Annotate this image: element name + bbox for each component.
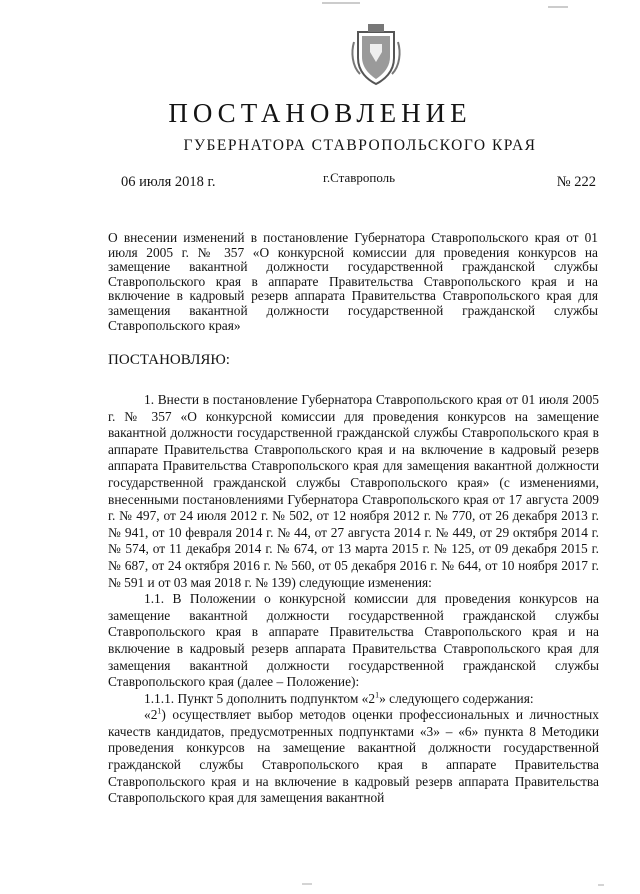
paragraph-quote-start: «2: [144, 707, 158, 723]
document-number: № 222: [556, 174, 596, 190]
paragraph-quote: [108, 707, 599, 807]
paragraph-quote-end: ) осуществляет выбор методов оценки профессиональных и личностных качеств кандидатов, предусмотренных подпунктами «3» – «6» пункта 8 Методики проведения конкурсов на замещение вакантной должности государственной гражданской службы Ставропольского края в аппарате Правительства Ставропольского края и на включение в кадровый резерв аппарата Правительства Ставропольского края для замещения вакантной: [108, 707, 599, 806]
document-body: [108, 392, 599, 807]
document-city: г.Ставрополь: [323, 170, 396, 185]
paragraph-1-1-1: [108, 691, 599, 708]
document-title: ПОСТАНОВЛЕНИЕ: [168, 98, 472, 128]
document-date: 06 июля 2018 г.: [121, 174, 216, 190]
paragraph-1-1: 1.1. В Положении о конкурсной комиссии для проведения конкурсов на замещение вакантной должности государственной гражданской службы Ставропольского края в аппарате Правительства Ставропольского края и на включение в кадровый резерв аппарата Правительства Ставропольского края для замещения вакантной должности государственной гражданской службы Ставропольского края (далее – Положение):: [108, 591, 599, 690]
superscript: 1: [375, 690, 380, 700]
document-subtitle: ГУБЕРНАТОРА СТАВРОПОЛЬСКОГО КРАЯ: [183, 137, 537, 154]
resolve-heading: ПОСТАНОВЛЯЮ:: [108, 352, 230, 368]
paragraph-1: 1. Внести в постановление Губернатора Ставропольского края от 01 июля 2005 г. № 357 «О конкурсной комиссии для проведения конкурсов на замещение вакантной должности государственной гражданской службы Ставропольского края в аппарате Правительства Ставропольского края и на включение в кадровый резерв аппарата Правительства Ставропольского края для замещения вакантной должности государственной гражданской службы Ставропольского края» (с изменениями, внесенными постановлениями Губернатора Ставропольского края от 17 августа 2009 г. № 497, от 24 июля 2012 г. № 502, от 12 ноября 2012 г. № 770, от 26 декабря 2013 г. № 941, от 10 февраля 2014 г. № 44, от 27 августа 2014 г. № 449, от 29 октября 2014 г. № 574, от 11 декабря 2014 г. № 674, от 13 марта 2015 г. № 125, от 09 декабря 2015 г. № 687, от 24 октября 2016 г. № 560, от 05 декабря 2016 г. № 644, от 10 ноября 2017 г. № 591 и от 03 мая 2018 г. № 139) следующие изменения:: [108, 392, 599, 590]
paragraph-1-1-1-start: 1.1.1. Пункт 5 дополнить подпунктом «2: [144, 690, 376, 706]
coat-of-arms-icon: [350, 22, 402, 86]
superscript: 1: [157, 706, 162, 716]
paragraph-1-1-1-end: » следующего содержания:: [379, 690, 534, 706]
preamble-text: О внесении изменений в постановление Губернатора Ставропольского края от 01 июля 2005 г. № 357 «О конкурсной комиссии для проведения конкурсов на замещение вакантной должности государственной гражданской службы Ставропольского края в аппарате Правительства Ставропольского края и на включение в кадровый резерв аппарата Правительства Ставропольского края для замещения вакантной должности государственной гражданской службы Ставропольского края»: [108, 230, 598, 333]
